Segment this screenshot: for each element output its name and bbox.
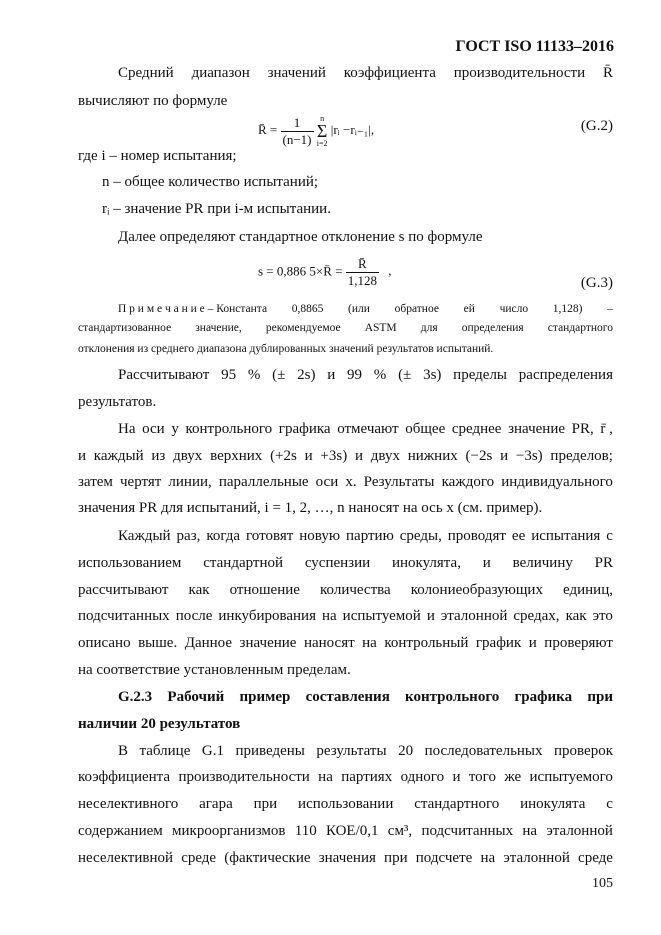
word: стандартного [547,322,613,334]
paragraph-3-line-2 [78,392,613,412]
word: контрольного [185,421,273,437]
word: и [78,448,87,464]
standard-header: ГОСТ ISO 11133–2016 [455,38,614,55]
word: проверяют [544,635,613,651]
word: использованием [78,555,182,571]
paragraph-5-line-1 [118,526,613,546]
word: содержанием [78,823,163,839]
word: отношение [229,582,300,598]
word: инкубирования [218,608,316,624]
word: таблице [139,743,191,759]
word: подсчитанных [78,608,170,624]
word: наносят [303,635,355,651]
word: (или [348,303,370,315]
word: эталонной [546,823,613,839]
word: Рабочий [167,689,225,705]
word: испытания [531,528,601,544]
word: Рассчитывают [118,367,210,383]
formula-g2 [258,114,374,148]
section-heading-line-2 [78,714,613,734]
word: графика [514,689,573,705]
word: значения [318,850,376,866]
word: на [522,823,538,839]
formula-g3-comma: , [388,263,392,279]
word: график [475,635,522,651]
word: составления [305,689,390,705]
word: коэффициента [78,769,171,785]
word: параллельные [218,474,309,490]
text-line: на соответствие установленным пределам. [78,662,351,678]
word: В [118,743,129,759]
word: проводят [447,528,506,544]
word: – [607,303,613,315]
word: (фактические [224,850,311,866]
word: и [327,367,336,383]
word: количества [320,582,391,598]
word: x. [345,474,357,490]
word: диапазон [191,65,250,81]
word: и [304,448,313,464]
word: 110 [294,823,317,839]
word: G.2.3 [118,689,153,705]
paragraph-1-line-1 [118,63,613,83]
word: последовательных [424,743,543,759]
word: ASTM [364,322,397,334]
word: отмечают [337,421,399,437]
word: ей [463,303,475,315]
word: как [565,608,587,624]
summation-sign [317,114,328,148]
word: это [592,608,613,624]
word: у [171,421,179,437]
word: нижних [407,448,458,464]
paragraph-5-line-3 [78,580,613,600]
word: колониеобразующих [410,582,543,598]
text-line: значения PR для испытаний, i = 1, 2, …, n наносят на ось x (см. пример). [78,500,543,516]
formula-g3 [258,256,391,289]
word: новую [299,528,341,544]
word: микроорганизмов [172,823,286,839]
word: распределения [518,367,613,383]
word: затем [78,474,113,490]
word: R̄ [602,65,613,81]
word: испытуемого [529,769,613,785]
formula-g2-lhs: R̄ = [258,121,278,137]
paragraph-6-line-5 [78,848,613,868]
word: среднее [451,421,502,437]
word: Каждый [118,528,171,544]
paragraph-5-line-5 [78,633,613,653]
note-line-1 [118,301,613,317]
word: чертят [120,474,162,490]
word: (± [398,367,412,383]
word: подсчете [415,850,473,866]
word: значение, [195,322,242,334]
word: использовании [298,796,394,812]
paragraph-1-line-2 [78,91,613,111]
word: обратное [394,303,439,315]
formula-g2-denominator: (n−1) [282,131,312,147]
word: партию [346,528,394,544]
note-line-2 [78,320,613,336]
paragraph-4-line-4 [78,498,613,518]
word: каждый [93,448,144,464]
word: +3s) [320,448,348,464]
word: На [118,421,136,437]
text-line: rᵢ – значение PR при i-м испытании. [102,201,331,217]
definition-n [102,172,637,192]
word: подсчитанных [421,823,514,839]
word: контрольного [405,689,500,705]
definition-i [78,146,613,166]
word: стандартной [203,555,284,571]
word: пределов; [550,448,613,464]
sigma-icon: Σ [316,121,328,141]
word: эталонной [503,850,570,866]
formula-g3-fraction [346,256,379,289]
word: Данное [184,635,233,651]
word: агара [199,796,233,812]
word: графика [278,421,331,437]
word: КОЕ/0,1 [325,823,379,839]
word: −3s) [515,448,543,464]
word: среды, [399,528,442,544]
word: приведены [235,743,305,759]
word: П р и м е ч а н и е – Константа [118,303,268,315]
paragraph-5-line-4 [78,606,613,626]
word: готовят [246,528,294,544]
paragraph-4-line-2 [78,446,613,466]
word: производительности [178,769,310,785]
word: выше. [138,635,178,651]
formula-g3-number: (G.3) [580,275,613,291]
word: 95 [221,367,237,383]
word: 2s) [297,367,316,383]
formula-g3-denominator: 1,128 [347,273,377,288]
word: и [354,448,364,464]
paragraph-5-line-6 [78,660,613,680]
word: оси [315,474,339,490]
formula-g2-number: (G.2) [580,118,613,134]
paragraph-4-line-3 [78,472,613,492]
formula-g3-numerator: R̄ [346,256,379,273]
word: число [499,303,529,315]
word: двух [370,448,400,464]
word: с [606,796,613,812]
text-line: n – общее количество испытаний; [102,174,319,190]
word: общее [405,421,446,437]
word: каждого [441,474,495,490]
section-heading-line-1 [118,687,613,707]
word: на [480,850,496,866]
word: и [426,608,435,624]
word: того [468,769,496,785]
word: эталонной [440,608,508,624]
word: определения [461,322,524,334]
word: коэффициента [343,65,436,81]
word: и [482,555,491,571]
word: стандартизованное [78,322,172,334]
paragraph-5-line-2 [78,553,613,573]
paragraph-6-line-1 [118,741,613,761]
text-line: вычисляют по формуле [78,93,228,109]
text-line: наличии 20 результатов [78,716,241,732]
word: средах, [513,608,560,624]
word: среде [181,850,217,866]
word: % [247,367,261,383]
word: G.1 [201,743,224,759]
paragraph-6-line-4 [78,821,613,841]
page-number: 105 [592,876,613,891]
word: стандартного [414,796,500,812]
word: PR, [571,421,594,437]
word: партиях [341,769,393,785]
word: из [151,448,166,464]
word: при [587,689,613,705]
formula-g3-lhs: s = 0,886 5×R̄ = [258,263,343,279]
word: Результаты [363,474,435,490]
word: двух [173,448,203,464]
word: на [318,769,333,785]
word: оси [142,421,165,437]
word: на [321,608,337,624]
word: 0,8865 [291,303,324,315]
word: величину [512,555,573,571]
word: после [175,608,213,624]
word: (± [272,367,286,383]
word: ее [511,528,526,544]
word: описано [78,635,131,651]
word: контрольный [384,635,469,651]
word: же [504,769,522,785]
paragraph-4-line-1 [118,419,613,439]
word: индивидуального [501,474,613,490]
word: верхних [210,448,263,464]
word: значение [508,421,566,437]
text-line: результатов. [78,394,157,410]
word: испытуемой [342,608,421,624]
word: 3s) [423,367,442,383]
word: проверок [554,743,613,759]
word: раз, [176,528,201,544]
word: см³, [387,823,413,839]
word: линии, [168,474,212,490]
word: для [420,322,438,334]
text-line: Далее определяют стандартное отклонение s по формуле [118,229,483,245]
word: рассчитывают [78,582,169,598]
word: значений [267,65,326,81]
word: одного [400,769,445,785]
word: PR [594,555,613,571]
formula-g2-numerator: 1 [281,115,314,132]
text-line: где i – номер испытания; [78,148,237,164]
word: неселективного [78,796,179,812]
word: при [384,850,408,866]
sum-lower-limit: i=2 [316,139,328,148]
formula-g2-fraction [281,115,314,148]
word: и [452,769,461,785]
formula-g2-term: |rᵢ −rᵢ₋₁|, [330,121,375,137]
paragraph-6-line-2 [78,767,613,787]
word: когда [206,528,241,544]
word: r̄ , [600,421,613,437]
word: как [188,582,210,598]
paragraph-6-line-3 [78,794,613,814]
paragraph-2 [118,227,613,247]
word: при [253,796,278,812]
word: 99 [347,367,363,383]
word: суспензии [304,555,371,571]
word: результаты [316,743,387,759]
word: на [362,635,377,651]
paragraph-3-line-1 [118,365,613,385]
word: значение [239,635,297,651]
text-line: отклонения из среднего диапазона дублированных значений результатов испытаний. [78,343,494,355]
note-line-3 [78,341,613,357]
word: неселективной [78,850,174,866]
word: и [500,448,509,464]
definition-r [102,199,637,219]
word: среде [578,850,613,866]
word: пример [239,689,291,705]
word: и [528,635,537,651]
word: % [373,367,387,383]
word: инокулята, [391,555,461,571]
word: (+2s [270,448,297,464]
word: рекомендуемое [265,322,341,334]
word: производительности [453,65,586,81]
word: пределы [453,367,508,383]
word: Средний [118,65,174,81]
word: 20 [398,743,414,759]
word: инокулята [520,796,586,812]
word: единиц, [563,582,613,598]
sum-upper-limit: n [320,114,325,123]
word: (−2s [465,448,493,464]
word: с [606,528,613,544]
word: 1,128) [552,303,583,315]
